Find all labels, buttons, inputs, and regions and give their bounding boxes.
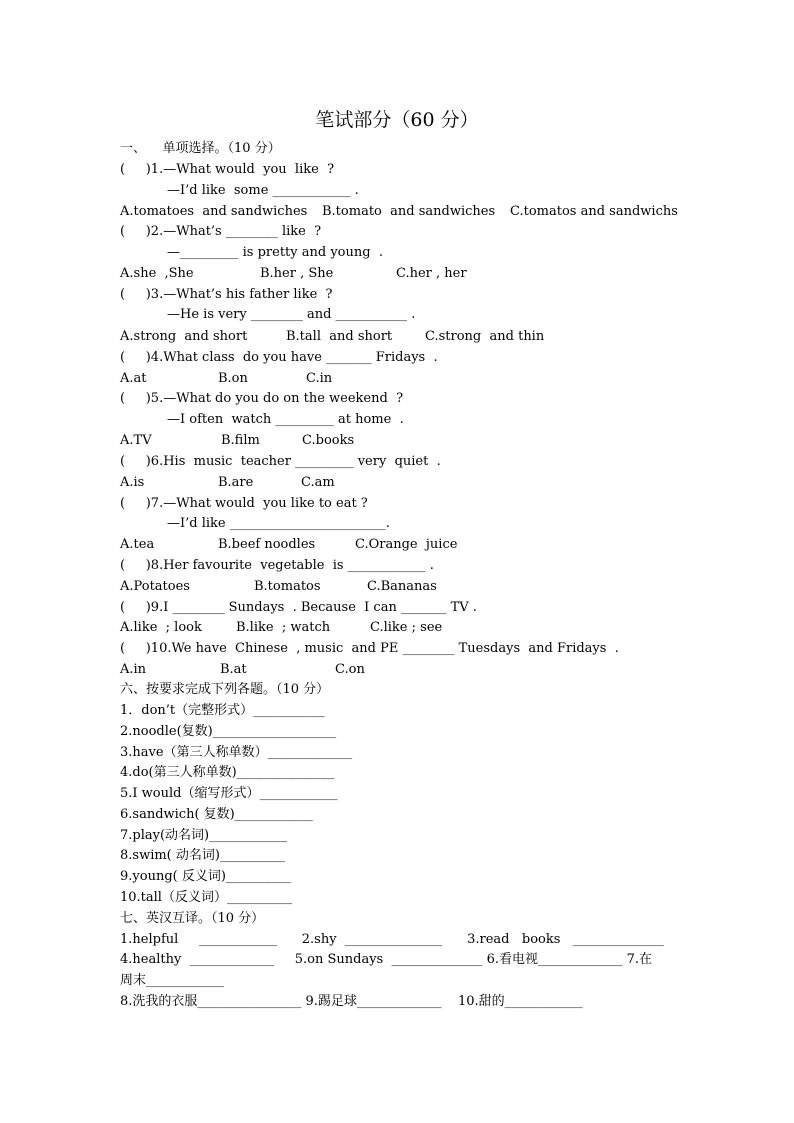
question-line: —I’d like some ____________ .: [167, 183, 359, 198]
option-a: A.strong and short: [120, 329, 248, 344]
list-item: 10.tall（反义词）__________: [120, 890, 292, 905]
section6-heading: 六、按要求完成下列各题。（10 分）: [120, 682, 330, 697]
question-line: ( )8.Her favourite vegetable is ____________ .: [120, 558, 434, 573]
question-line: —I’d like ________________________.: [167, 516, 390, 531]
option-a: A.tomatoes and sandwiches: [120, 204, 308, 219]
option-c: C.tomatos and sandwichs: [510, 204, 678, 219]
option-b: B.tomatos: [254, 579, 321, 594]
option-a: A.she ,She: [120, 266, 194, 281]
option-b: B.her , She: [260, 266, 334, 281]
option-b: B.are: [218, 475, 254, 490]
question-line: ( )1.—What would you like ?: [120, 162, 335, 177]
option-a: A.like ; look: [120, 620, 202, 635]
list-item: 1．don’t（完整形式）___________: [120, 703, 325, 718]
option-c: C.Bananas: [367, 579, 437, 594]
option-b: B.at: [220, 662, 247, 677]
option-a: A.Potatoes: [120, 579, 190, 594]
option-c: C.am: [301, 475, 335, 490]
question-line: —He is very ________ and ___________ .: [167, 307, 416, 322]
list-item: 6.sandwich( 复数)____________: [120, 807, 313, 822]
option-c: C.like ; see: [370, 620, 443, 635]
option-c: C.her , her: [396, 266, 467, 281]
question-line: —I often watch _________ at home .: [167, 412, 404, 427]
option-b: B.beef noodles: [218, 537, 316, 552]
question-line: ( )5.—What do you do on the weekend ?: [120, 391, 404, 406]
page-title: 笔试部分（60 分）: [315, 109, 479, 131]
option-c: C.books: [302, 433, 355, 448]
translation-line: 4.healthy _____________ 5.on Sundays ______________ 6.看电视_____________ 7.在: [120, 952, 653, 967]
option-b: B.on: [218, 371, 248, 386]
option-a: A.tea: [120, 537, 155, 552]
question-line: ( )3.—What’s his father like ?: [120, 287, 333, 302]
list-item: 3.have（第三人称单数）_____________: [120, 745, 353, 760]
question-line: ( )6.His music teacher _________ very quiet .: [120, 454, 441, 469]
question-line: ( )9.I ________ Sundays . Because I can _______ TV .: [120, 600, 477, 615]
option-c: C.in: [306, 371, 333, 386]
option-b: B.tall and short: [286, 329, 393, 344]
question-line: ( )10.We have Chinese , music and PE ________ Tuesdays and Fridays .: [120, 641, 619, 656]
option-a: A.TV: [120, 433, 152, 448]
translation-line: 周末____________: [120, 973, 225, 988]
list-item: 8.swim( 动名词)__________: [120, 848, 285, 863]
option-b: B.film: [221, 433, 260, 448]
option-a: A.is: [120, 475, 145, 490]
option-a: A.in: [120, 662, 147, 677]
option-b: B.like ; watch: [236, 620, 331, 635]
option-b: B.tomato and sandwiches: [322, 204, 496, 219]
list-item: 5.I would（缩写形式）____________: [120, 786, 338, 801]
list-item: 2.noodle(复数)___________________: [120, 724, 337, 739]
option-c: C.on: [335, 662, 365, 677]
question-line: ( )2.—What’s ________ like ?: [120, 224, 322, 239]
list-item: 4.do(第三人称单数)_______________: [120, 765, 335, 780]
list-item: 7.play(动名词)____________: [120, 828, 288, 843]
section7-heading: 七、英汉互译。（10 分）: [120, 911, 265, 926]
question-line: ( )7.—What would you like to eat ?: [120, 496, 368, 511]
option-a: A.at: [120, 371, 147, 386]
option-c: C.strong and thin: [425, 329, 545, 344]
list-item: 9.young( 反义词)__________: [120, 869, 291, 884]
question-line: ( )4.What class do you have _______ Fridays .: [120, 350, 438, 365]
option-c: C.Orange juice: [355, 537, 458, 552]
translation-line: 1.helpful ____________ 2.shy _______________ 3.read books ______________: [120, 932, 664, 947]
section1-heading: 一、 单项选择。（10 分）: [120, 141, 281, 156]
question-line: —_________ is pretty and young .: [167, 245, 383, 260]
translation-line: 8.洗我的衣服________________ 9.踢足球_____________ 10.甜的____________: [120, 994, 583, 1009]
